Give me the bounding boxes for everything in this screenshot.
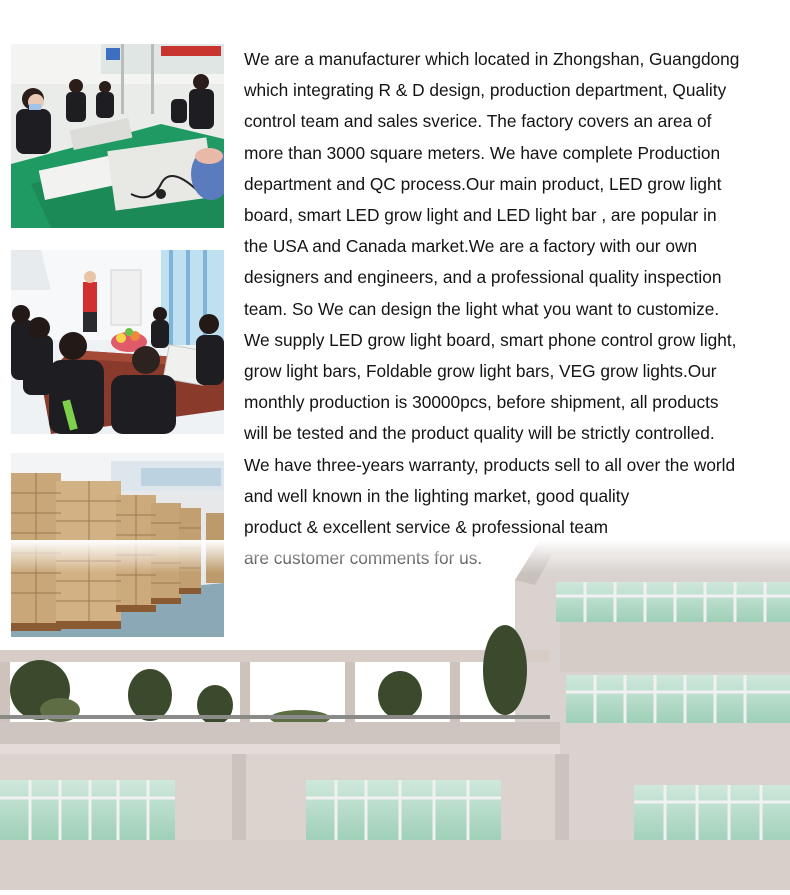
description-line: product & excellent service & professional team <box>244 517 609 538</box>
description-line: designers and engineers, and a professional quality inspection <box>244 267 722 288</box>
production-line-photo <box>11 44 224 228</box>
description-line: and well known in the lighting market, good quality <box>244 485 630 506</box>
description-line: We supply LED grow light board, smart phone control grow light, <box>244 329 737 350</box>
description-line: We have three-years warranty, products sell to all over the world <box>244 454 736 475</box>
description-line: We are a manufacturer which located in Zhongshan, Guangdong <box>244 49 740 69</box>
description-line: board, smart LED grow light and LED light bar , are popular in <box>244 205 717 226</box>
description-line: grow light bars, Foldable grow light bars, VEG grow lights.Our <box>244 361 717 382</box>
description-line: more than 3000 square meters. We have complete Production <box>244 142 721 163</box>
description-line: department and QC process.Our main product, LED grow light <box>244 173 722 194</box>
team-meeting-photo <box>11 250 224 434</box>
description-line: will be tested and the product quality will be strictly controlled. <box>244 423 715 444</box>
description-line: control team and sales sverice. The factory covers an area of <box>244 111 712 132</box>
company-description <box>244 44 790 574</box>
description-line: monthly production is 30000pcs, before shipment, all products <box>244 392 719 413</box>
factory-building-photo <box>0 540 790 890</box>
description-line: which integrating R & D design, production department, Quality <box>244 80 727 101</box>
description-line: team. So We can design the light what you want to customize. <box>244 298 720 319</box>
description-line: the USA and Canada market.We are a factory with our own <box>244 236 698 257</box>
